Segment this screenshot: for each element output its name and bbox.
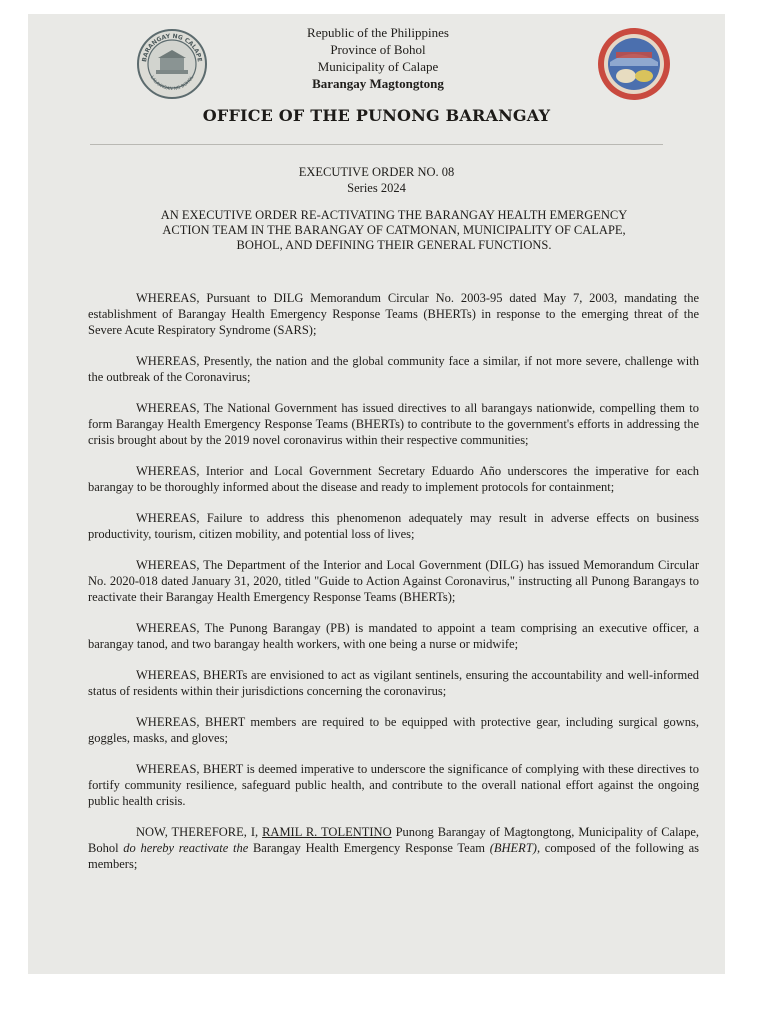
whereas-clause: WHEREAS, Pursuant to DILG Memorandum Circular No. 2003-95 dated May 7, 2003, mandating the establishment of Barangay Health Emergency Response Teams (BHERTs) in response to the emerging threat of the Severe Acute Respiratory Syndrome (SARS); xyxy=(88,291,699,337)
municipal-seal-icon xyxy=(596,26,672,102)
whereas-clause: WHEREAS, The Department of the Interior and Local Government (DILG) has issued Memorandum Circular No. 2020-018 dated January 31, 2020, titled "Guide to Action Against Coronavirus," instructing all Punong Barangays to reactivate their Barangay Health Emergency Response Teams (BHERTs); xyxy=(88,558,699,604)
whereas-clause: WHEREAS, BHERT members are required to be equipped with protective gear, including surgical gowns, goggles, masks, and gloves; xyxy=(88,715,699,745)
punong-barangay-name: RAMIL R. TOLENTINO xyxy=(262,825,392,839)
order-title: AN EXECUTIVE ORDER RE-ACTIVATING THE BARANGAY HEALTH EMERGENCY ACTION TEAM IN THE BARANGAY OF CATMONAN, MUNICIPALITY OF CALAPE, BOHOL, AND DEFINING THEIR GENERAL FUNCTIONS. xyxy=(160,208,628,252)
order-series: Series 2024 xyxy=(347,181,406,195)
whereas-clause: WHEREAS, Interior and Local Government Secretary Eduardo Año underscores the imperative for each barangay to be thoroughly informed about the disease and ready to implement protocols for containment; xyxy=(88,464,699,494)
whereas-clause: WHEREAS, The National Government has issued directives to all barangays nationwide, compelling them to form Barangay Health Emergency Response Teams (BHERTs) to contribute to the government's efforts in addressing the crisis brought about by the 2019 novel coronavirus within their respective communities; xyxy=(88,401,699,447)
order-number-block xyxy=(28,164,725,196)
seal-top-text: BARANGAY NG CALAPE xyxy=(141,32,203,63)
header-municipality: Municipality of Calape xyxy=(317,59,439,74)
now-therefore-lead: NOW, THEREFORE, I, xyxy=(136,825,259,839)
seal-bottom-text: LALAWIGAN NG BOHOL xyxy=(148,75,196,93)
office-heading: OFFICE OF THE PUNONG BARANGAY xyxy=(202,106,551,125)
now-therefore-mid: Punong Barangay of Magtongtong, Municipality of Calape, Bohol xyxy=(88,825,700,855)
now-therefore-italic: do hereby reactivate the xyxy=(123,841,249,855)
whereas-clause: WHEREAS, BHERTs are envisioned to act as vigilant sentinels, ensuring the accountability and well-informed status of residents within their jurisdictions concerning the coronavirus; xyxy=(88,668,699,698)
order-number: EXECUTIVE ORDER NO. 08 xyxy=(298,165,455,179)
now-therefore-tail: Barangay Health Emergency Response Team xyxy=(252,841,485,855)
header-republic: Republic of the Philippines xyxy=(307,25,449,40)
bhert-acronym: (BHERT) xyxy=(489,841,537,855)
letterhead xyxy=(278,24,478,92)
whereas-clause: WHEREAS, Failure to address this phenomenon adequately may result in adverse effects on business productivity, tourism, citizen mobility, and potential loss of lives; xyxy=(88,511,699,541)
document-page xyxy=(28,14,725,974)
whereas-clause: WHEREAS, Presently, the nation and the global community face a similar, if not more severe, challenge with the outbreak of the Coronavirus; xyxy=(88,354,699,384)
order-body xyxy=(88,290,699,887)
header-province: Province of Bohol xyxy=(330,42,426,57)
now-therefore-clause xyxy=(88,824,699,872)
whereas-clause: WHEREAS, BHERT is deemed imperative to underscore the significance of complying with these directives to fortify community resilience, safeguard public health, and contribute to the overall national effort against the ongoing public health crisis. xyxy=(88,762,699,808)
barangay-seal-icon xyxy=(136,28,208,100)
header-divider xyxy=(90,144,663,145)
header-barangay: Barangay Magtongtong xyxy=(312,76,444,91)
whereas-clause: WHEREAS, The Punong Barangay (PB) is mandated to appoint a team comprising an executive officer, a barangay tanod, and two barangay health workers, with one being a nurse or midwife; xyxy=(88,621,699,651)
now-therefore-end: , composed of the following as members; xyxy=(88,841,700,871)
